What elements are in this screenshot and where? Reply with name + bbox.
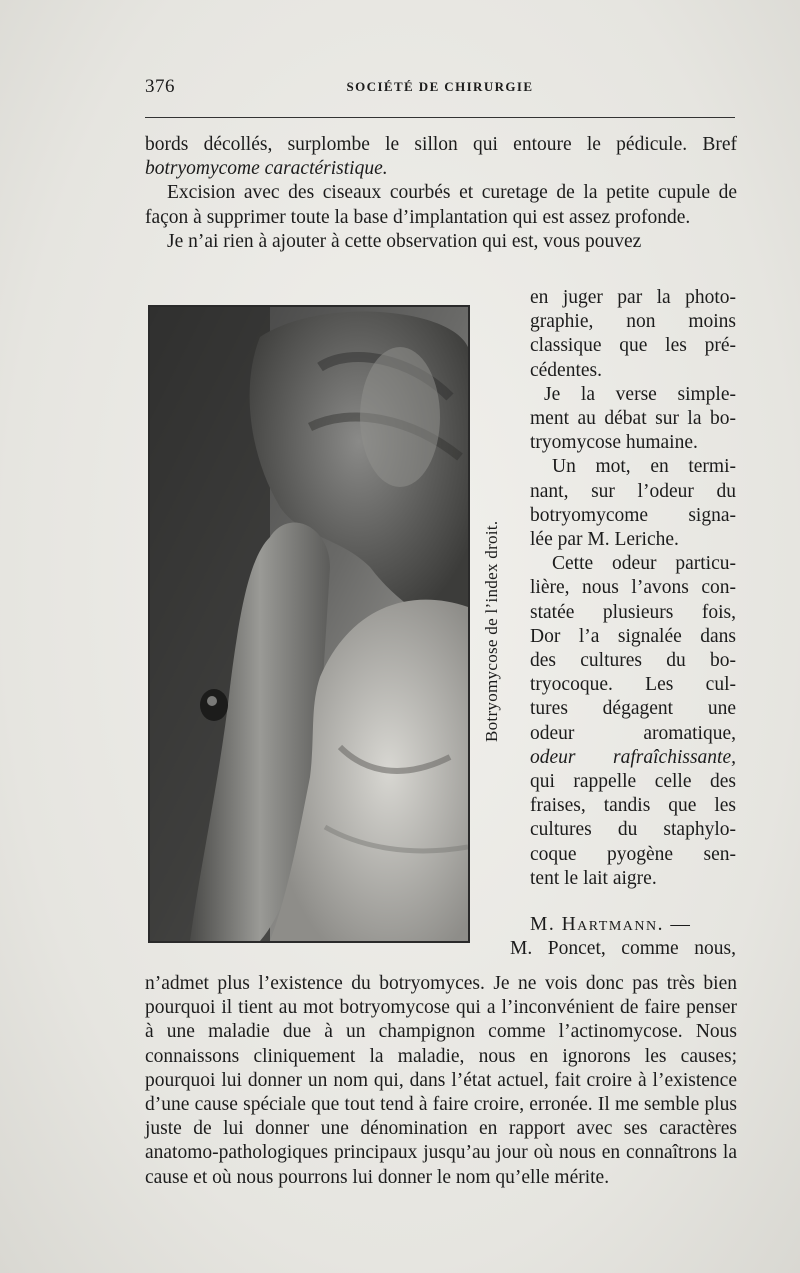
text-line: fraises, tandis que les [530, 795, 736, 817]
text-line: odeur aromatique, [530, 722, 736, 744]
photograph-figure [148, 305, 470, 943]
discussion-opening [510, 913, 736, 961]
paragraph-1-italic: botryomycome caractéristique. [145, 158, 388, 180]
text-line: lée par M. Leriche. [530, 529, 679, 551]
discussion-paragraph: n’admet plus l’existence du botryomyces. Je ne vois donc pas très bien pourquoi il tient au mot botryomycose qui a l’inconvénient de faire penser à une maladie due à un champignon comme l’actinomycose. Nous connaissons cliniquement la maladie, nous en ignorons les causes; pourquoi lui donner un nom qui, dans l’état actuel, fait croire à l’existence d’une cause spéciale que tout tend à faire croire, erronée. Il me semble plus juste de lui donner une dénomination en rapport avec ses caractères anatomo-pathologiques principaux jusqu’au jour où nous en connaîtrons la cause et où nous pourrons lui donner le nom qu’elle mérite. [145, 973, 737, 1188]
text-line: Dor l’a signalée dans [530, 625, 736, 647]
text-line: tures dégagent une [530, 698, 736, 720]
text-line: tryomycose humaine. [530, 432, 698, 454]
finger-lesion-photo [150, 307, 468, 941]
text-line: cultures du staphylo- [530, 819, 736, 841]
text-line: statée plusieurs fois, [530, 601, 736, 623]
text-line: graphie, non moins [530, 311, 736, 333]
text-line: ment au débat sur la bo- [530, 408, 736, 430]
paragraph-1-text: bords décollés, surplombe le sillon qui entoure le pédicule. Bref [145, 134, 737, 155]
side-column-text [530, 286, 736, 891]
text-line: Un mot, en termi- [552, 456, 736, 478]
figure-caption: Botryomycose de l’index droit. [482, 520, 501, 742]
text-line: tent le lait aigre. [530, 867, 657, 889]
text-line: des cultures du bo- [530, 650, 736, 672]
text-line: qui rappelle celle des [530, 771, 736, 793]
text-line: en juger par la photo- [530, 287, 736, 308]
text-line: lière, nous l’avons con- [530, 577, 736, 599]
header-rule [145, 117, 735, 118]
discussion-text [145, 972, 737, 1190]
text-line: cédentes. [530, 359, 603, 381]
text-line: Cette odeur particu- [552, 553, 736, 575]
page-number: 376 [145, 76, 175, 97]
speaker-name: M. Hartmann. — [530, 914, 692, 935]
text-line-italic: odeur rafraîchissante, [530, 746, 736, 768]
text-line: coque pyogène sen- [530, 843, 736, 865]
text-line: tryocoque. Les cul- [530, 674, 736, 696]
paragraph-2: Excision avec des ciseaux courbés et curetage de la petite cupule de façon à supprimer toute la base d’implantation qui est assez profonde. [145, 182, 737, 228]
text-line: classique que les pré- [530, 335, 736, 357]
page-header [145, 76, 735, 100]
top-text-block [145, 133, 737, 254]
paragraph-3-start: Je n’ai rien à ajouter à cette observation qui est, vous pouvez [167, 230, 642, 252]
text-line: botryomycome signa- [530, 504, 736, 526]
discussion-line-2: M. Poncet, comme nous, [510, 938, 736, 960]
text-line: Je la verse simple- [544, 383, 736, 405]
text-line: nant, sur l’odeur du [530, 480, 736, 502]
running-head: SOCIÉTÉ DE CHIRURGIE [346, 79, 534, 94]
paragraph-1 [145, 133, 737, 181]
